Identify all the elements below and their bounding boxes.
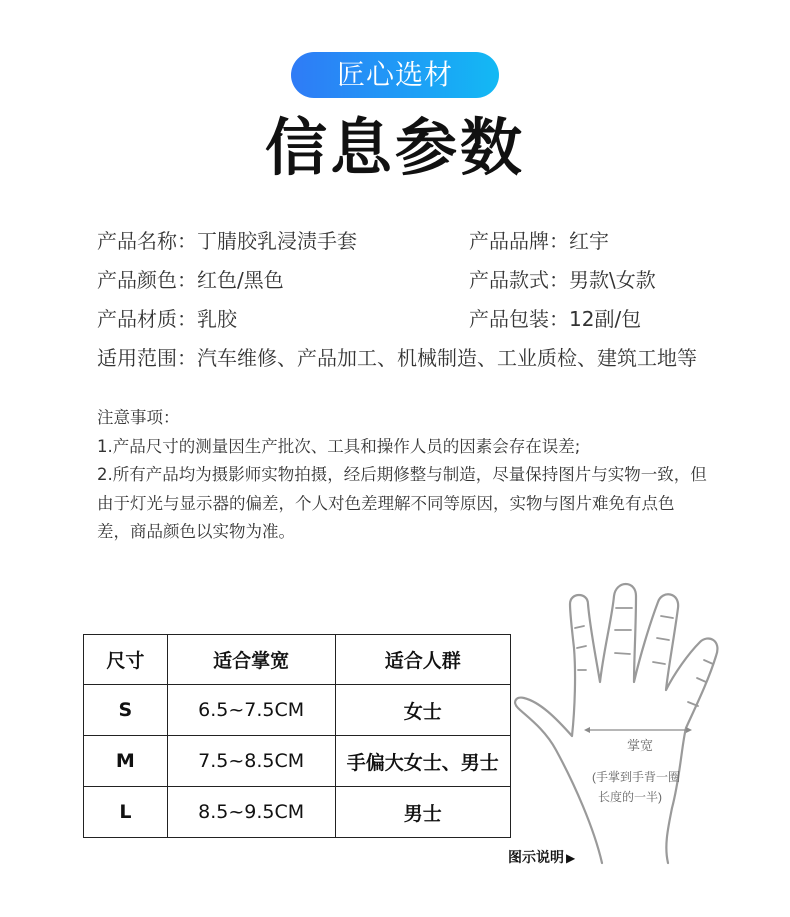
cell-size: S	[84, 685, 168, 736]
palm-note-line-2: 长度的一半)	[598, 790, 662, 804]
cell-palm-width: 8.5~9.5CM	[167, 787, 335, 838]
info-package: 产品包装：12副/包	[469, 307, 642, 331]
diagram-caption-text: 图示说明	[508, 850, 564, 866]
info-material: 产品材质：乳胶	[97, 307, 237, 331]
cell-size: L	[84, 787, 168, 838]
hand-diagram	[512, 578, 742, 868]
header-palm-width: 适合掌宽	[167, 635, 335, 685]
palm-width-label: 掌宽	[626, 738, 654, 753]
notes-line-2: 2.所有产品均为摄影师实物拍摄，经后期修整与制造，尽量保持图片与实物一致，但由于灯光与显示器的偏差，个人对色差理解不同等原因，实物与图片难免有点色差，商品颜色以实物为准。	[97, 465, 707, 541]
cell-people: 男士	[335, 787, 510, 838]
table-row	[84, 787, 511, 838]
notes-heading: 注意事项：	[97, 408, 180, 427]
page-title: 信息参数	[264, 111, 525, 184]
notes-section	[97, 404, 707, 547]
diagram-caption	[508, 847, 575, 867]
info-scope: 适用范围：汽车维修、产品加工、机械制造、工业质检、建筑工地等	[97, 346, 697, 370]
arrow-left-icon	[584, 727, 590, 733]
table-row	[84, 685, 511, 736]
cell-palm-width: 7.5~8.5CM	[167, 736, 335, 787]
header-size: 尺寸	[84, 635, 168, 685]
arrow-right-icon	[686, 727, 692, 733]
cell-palm-width: 6.5~7.5CM	[167, 685, 335, 736]
info-product-name: 产品名称：丁腈胶乳浸渍手套	[97, 229, 357, 253]
header-suitable-people: 适合人群	[335, 635, 510, 685]
info-style: 产品款式：男款\女款	[469, 268, 656, 292]
triangle-right-icon: ▶	[566, 851, 576, 865]
cell-size: M	[84, 736, 168, 787]
info-color: 产品颜色：红色/黑色	[97, 268, 284, 292]
hand-outline	[515, 584, 717, 863]
info-brand: 产品品牌：红宇	[469, 229, 609, 253]
palm-note-line-1: (手掌到手背一圈	[592, 770, 680, 784]
table-header-row	[84, 635, 511, 685]
notes-line-1: 1.产品尺寸的测量因生产批次、工具和操作人员的因素会存在误差;	[97, 436, 581, 456]
size-table	[83, 634, 511, 838]
table-row	[84, 736, 511, 787]
section-badge: 匠心选材	[291, 52, 499, 98]
cell-people: 手偏大女士、男士	[335, 736, 510, 787]
cell-people: 女士	[335, 685, 510, 736]
